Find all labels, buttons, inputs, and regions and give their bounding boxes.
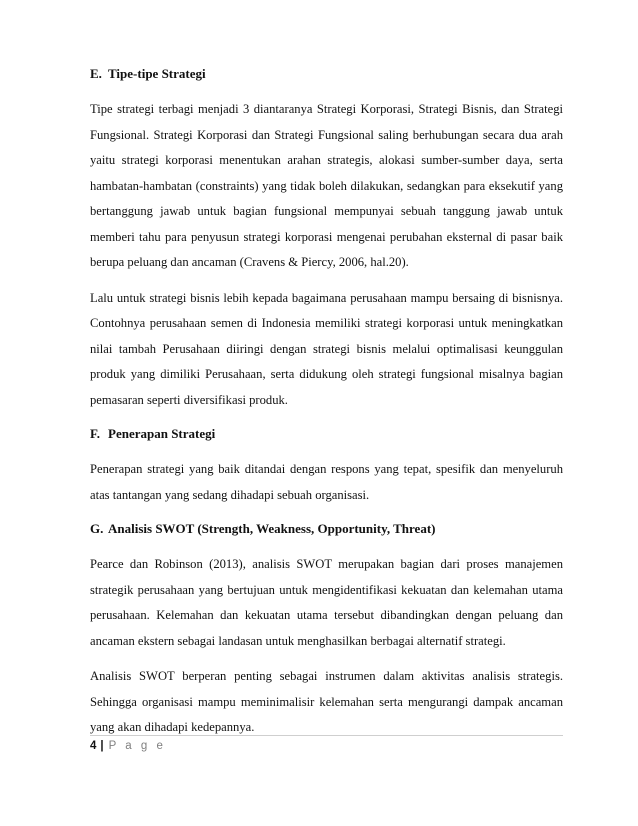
paragraph: Analisis SWOT berperan penting sebagai instrumen dalam aktivitas analisis strategis. Sehingga organisasi mampu meminimalisir kelemahan serta mengurangi dampak ancaman yang akan dihadapi kedepannya. bbox=[90, 669, 563, 734]
section-heading-e bbox=[90, 64, 563, 84]
paragraph: Lalu untuk strategi bisnis lebih kepada bagaimana perusahaan mampu bersaing di bisnisnya. Contohnya perusahaan semen di Indonesia memiliki strategi korporasi untuk meningkatkan nilai tambah Perusahaan diiringi dengan strategi bisnis melalui optimalisasi keunggulan produk yang dimiliki Perusahaan, serta didukung oleh strategi fungsional misalnya bagian pemasaran seperti diversifikasi produk. bbox=[90, 290, 563, 407]
section-title: Analisis SWOT (Strength, Weakness, Opportunity, Threat) bbox=[108, 521, 436, 536]
section-letter: E. bbox=[90, 66, 102, 81]
paragraph: Pearce dan Robinson (2013), analisis SWOT merupakan bagian dari proses manajemen strategik perusahaan yang bertujuan untuk mengidentifikasi kekuatan dan kelemahan utama perusahaan. Kelemahan dan kekuatan utama tersebut dibandingkan dengan peluang dan ancaman ekstern sebagai landasan untuk menghasilkan berbagai alternatif strategi. bbox=[90, 557, 563, 648]
page-number: 4 bbox=[90, 740, 97, 752]
page-label: P a g e bbox=[108, 740, 166, 752]
section-letter: F. bbox=[90, 426, 100, 441]
section-title: Tipe-tipe Strategi bbox=[108, 66, 206, 81]
section-title: Penerapan Strategi bbox=[108, 426, 216, 441]
section-letter: G. bbox=[90, 521, 104, 536]
page-footer bbox=[90, 738, 166, 754]
page-content bbox=[90, 64, 563, 751]
section-heading-f bbox=[90, 424, 563, 444]
paragraph: Penerapan strategi yang baik ditandai dengan respons yang tepat, spesifik dan menyeluruh atas tantangan yang sedang dihadapi sebuah organisasi. bbox=[90, 462, 563, 502]
footer-separator: | bbox=[100, 740, 104, 752]
paragraph: Tipe strategi terbagi menjadi 3 diantaranya Strategi Korporasi, Strategi Bisnis, dan Strategi Fungsional. Strategi Korporasi dan Strategi Fungsional saling berhubungan secara dua arah yaitu strategi korporasi menentukan arahan strategis, alokasi sumber-sumber daya, serta hambatan-hambatan (constraints) yang tidak boleh dilakukan, sedangkan para eksekutif yang bertanggung jawab untuk bagian fungsional mempunyai sebuah tanggung jawab untuk memberi tahu para penyusun strategi korporasi mengenai perubahan eksternal di pasar baik berupa peluang dan ancaman (Cravens & Piercy, 2006, hal.20). bbox=[90, 102, 563, 269]
footer-divider bbox=[90, 735, 563, 736]
section-heading-g bbox=[90, 519, 563, 539]
